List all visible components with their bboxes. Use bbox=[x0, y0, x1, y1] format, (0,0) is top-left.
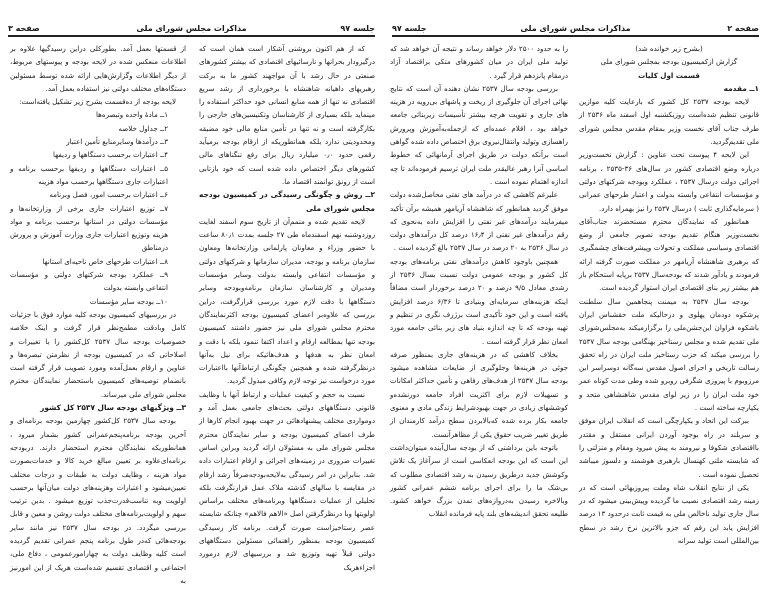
paragraph: علیرغم کاهشی که در درآمد های نفتی محاصل‌شده دولت موفق گردید همانطور که شاهنشاه آریامهر همیشه برآن تأکید میفرمایند درآمدهای غیر نفتی را افزایش داده به‌نحوی که رقم درآمدهای غیر نفتی از ۱۶٫۴ درصد کل درآمدهای دولت در سال ۲۵۳۶ به ۲۰ درصد در سال ۲۵۳۷ بالغ گردیده است . bbox=[390, 190, 568, 253]
text-column-right bbox=[579, 42, 759, 547]
paragraph: نسبت به حجم و کیفیت عملیات و ارتباط آنها با وظایف قانونی دستگاههای دولتی بحث‌های جامعی بعمل آمد و دومواردی مختلف پیشنهادهائی در جهت بهبود انجام کارها از طرف اعضای کمیسیون بودجه و سایر نمایندگان محترم مجلس شورای ملی به مسئولان ارائه گردید وبراین اساس تغییرات ضروری در زمینه‌های اجرائی و ارقام اعتبارات داده شد. بنابراین در امر رسیدگی به‌لایحه‌بودجه‌صرفاً رشد ارقام در مقایسه با سالهای گذشته ملاک عمل قرارنگرفت بلکه تحلیلی از عملیات دستگاهها وبرنامه‌های مختلف براساس اولویتها وبا درنظرگرفتن اصل «الاهم فالاهم» چنانکه شایسته عصر رستاخیزاست صورت گرفت. برنامه کار رسیدگی کمیسیون بودجه بمنظور راهنمائی مسئولین دستگاههای دولتی قبلاً تهیه وتوزیع شد و بررسیهای لازم درمورد اجزاءهریک bbox=[199, 389, 375, 572]
paragraph: یکی از نتایج انقلاب شاه وملت پیروزیهائی است که در زمینه رشد اقتصادی نصیب ما گردیده وپیش‌بینی میشود که در سال جاری تولید ناخالص ملی به قیمت ثابت درحدود ۱۳ درصد افزایش یابد این رقم که جزو بالاترین نرخ رشد در سطح بین‌المللی است تولید سرانه bbox=[579, 482, 759, 545]
list-item: ۱ــ مادهٔ واحده وتبصره‌ها bbox=[95, 110, 168, 120]
text-column-left bbox=[10, 42, 186, 587]
list-item: ۳ــ درآمدها وسایرمنابع تأمین اعتبار bbox=[66, 137, 168, 147]
paragraph: بودجه سال ۲۵۳۷ کل‌کشور چهارمین بودجه برنامه‌ای و آخرین بودجه برنامه‌پنجم‌عمرانی کشور بشمار میرود ، همانطوریکه نمایندگان محترم استحضار دارند. دربودجه برنامه‌ای‌علاوه بر تعیین مبالغ خرید کالا و خدمات‌بصورت مواد هزینه ، وظایف دولت به طبقات و درجات مختلف تعیین‌میشود و اعتبارات وهزینه‌های دولت میان‌آنها برحسب اولویت وبه تناسب‌قدرت‌جذب توزیع میشود . بدین ترتیب سهم و اولویت‌برنامه‌های مختلف دولت روشن و معین و قابل بررسی میگردد. در بودجه سال ۲۵۳۷ نیز مانند سایر بودجه‌هائی که‌در طول برنامه پنجم عمرانی تقدیم گردیده است کلیه وظایف دولت به چهارامورعمومی ، دفاع ملی، اجتماعی و اقتصادی تقسیم شده‌است هریک از این امورنیز به bbox=[10, 416, 186, 585]
header-rule bbox=[8, 35, 375, 37]
list-item: ۸ــ اعتبارات طرحهای خاص ناحیه‌ای استانها bbox=[42, 256, 168, 266]
paragraph: از قسمتها بعمل آمد. بطورکلی دراین رسیدگیها علاوه بر اطلاعات منعکس شده در لایحه بودجه و پیوستهای مربوط، از دیگر اطلاعات وگزارش‌هایی ارائه شده توسط مسئولین دستگاه‌های مختلف دولتی نیز استفاده بعمل آمد. bbox=[10, 44, 186, 93]
page-header bbox=[392, 20, 759, 34]
page-number: صفحه ۳ bbox=[8, 24, 40, 33]
left-page bbox=[0, 0, 383, 600]
session-number: جلسه ۹۷ bbox=[392, 24, 427, 33]
paragraph: لایحه تقدیم شده و متمم‌آن از تاریخ سوم اسفند لغایت روزدوشنبه نهم اسفندماه طی ۲۷ جلسه بمدت ۸۰٫۱ ساعت با حضور وزراء و معاونان پارلمانی وزارتخانه‌ها ومعاون سازمان برنامه و بودجه، مدیران سازمانها و شرکتهای دولتی و مؤسسات انتفاعی وابسته بدولت وسایر مؤسسات ومدیران و کارشناسان سازمان برنامه‌وبودجه وسایر دستگاهها با دقت لازم مورد بررسی قرارگرفت، دراین بررسی که علاوه‌بر اعضای کمیسیون بودجه اکثرنمایندگان محترم مجلس شورای ملی نیز حضور داشتند کمیسیون بودجه تنها بمطالعه ارقام و اعداد اکتفا ننمود بلکه با دقت و امعان نظر به هدفها و هدف‌هائیکه برای نیل به‌آنها درنظرگرفته شده و همچنین چگونگی ارتباط‌آنها بااعتبارات مورد درخواست نیز توجه لازم وکافی مبذول گردید. bbox=[199, 216, 376, 386]
paragraph: همانطور که نمایندگان محترم مستحضرند جناب‌آقای نخست‌وزیر هنگام تقدیم بودجه تصویر جامعی از وضع اقتصادی وسیاسی مملکت و تحولات وپیشرفت‌های چشمگیری که برهبری شاهنشاه آریامهر در مملکت صورت گرفته ارائه فرمودند و یادآور شدند که بودجه‌سال ۲۵۳۷ برپایه استحکام باز هم بیشتر زیر بنای اقتصادی ایران استوار گردیده است. bbox=[579, 216, 759, 293]
header-rule bbox=[392, 35, 759, 37]
paragraph: بودجه سال ۲۵۳۷ به میمنت پنجاهمین سال سلطنت پرشکوه دودمان پهلوی و درحالیکه ملت حقشناس ایران باشکوه فراوان این‌جشن‌ملی را برگزارمیکند به‌مجلس‌شورای ملی تقدیم شده و مجلس رستاخیز بهنگامی بودجه سال ۲۵۳۷ را بررسی میکند که حزب رستاخیز ملت ایران در راه تحقق رسالت تاریخی و اجرای اصول مقدس سه‌گانه دوسراسر این مرزوبوم با پیروزی شگرفی روبرو شده وطی مدت کوتاه عمر خود ملت ایران را در زیر لوای مقدس شاهنشاهی متحد و یکپارچه ساخته است . bbox=[579, 296, 759, 413]
paragraph: که از هم اکنون بروشنی آشکار است همان است که درگیرودار بحرانها و نارسائیهای اقتصادی که بیشتر کشورهای صنعتی در حال رشد با آن مواجهند کشور ما به برکت رهبریهای داهیانه شاهنشاه با برخورداری از رشد سریع اقتصادی نه تنها از همه منابع انسانی خود حداکثر استفاده را مینماید بلکه بسیاری از کارشناسان وتکنیسین‌های خارجی را بکارگرفته است و نه تنها در تأمین منابع مالی خود مضیقه ومحدودیتی ندارد بلکه همانطوریکه از ارقام بودجه برمیآید رقمی حدود ۰٫۰ میلیارد ریال برای رفع تنگناهای مالی کشورهای دیگر اختصاص داده شده است که خود بازتابی است از رونق توانمند اقتصاد ما. bbox=[199, 44, 375, 186]
section-heading: ۳ــ ویژگیهای بودجه سال ۲۵۳۷ کل کشور bbox=[40, 403, 186, 413]
paragraph: لایحه بودجه ۲۵۳۷ کل کشور که بارعایت کلیه موازین قانونی تنظیم شده‌است روزیکشنبه اول اسفند ماه ۲۵۳۶ از طرف جناب آقای نخست وزیر بمقام مقدس مجلس شورای ملی تقدیم‌گردید. bbox=[579, 97, 759, 147]
list-item: ۲ــ جداول خلاصه bbox=[118, 123, 168, 133]
text-column-right bbox=[199, 42, 375, 574]
paragraph: لایحه بودجه از ده‌قسمت بشرح زیر تشکیل یافته‌است: bbox=[19, 97, 176, 107]
journal-title: مذاکرات مجلس شورای ملی bbox=[520, 24, 631, 33]
paragraph: همچنین باوجود کاهش درآمدهای نفتی برنامه‌هاى بودجه کل کشور و بودجه عمومی دولت نسبت بسال ۲۵۳۶ از رشدی معادل ۹/۵ درصد و ۲۰ درصد برخوردار است مضافاً اینکه هزینه‌های سرمایه‌ای وبنیادی تا ۶/۳۶ درصد افزایش یافته است و این خود تأکیدی است برژرف نگری در تنظیم و تهیه بودجه که تا چه اندازه بنیاد های زیر بنائی جامعه مورد امعان نظر قرار گرفته است . bbox=[390, 256, 568, 346]
right-page bbox=[384, 0, 767, 600]
paragraph: این لایحه ۴ پیوست تحت عناوین : گزارش نخست‌وزیر درباره وضع اقتصادی کشور در سال‌های ۳۶-۲۵۳۵ ، برنامه اجرائی دولت درسال ۲۵۳۷ ، عملکرد وبودجه شرکتهای دولتی و مؤسسات انتفاعی وابسته بدولت و اعتبار طرحهای عمرانی ( سرمایه‌گذاری ثابت ) درسال ۲۵۳۷ را نیز بهمراه دارد. bbox=[579, 150, 760, 213]
session-number: جلسه ۹۷ bbox=[340, 24, 375, 33]
centered-line: گزارش ازکمیسیون بودجه بمجلس شورای ملی bbox=[600, 57, 738, 67]
paragraph: ببرکت این اتحاد و یکپارچگی است که انقلاب ایران موفق و سربلند در راه بوجود آوردن ایرانی مستقل و مقتدر بااقتصادی شکوفا و نیرومند به پیش میرود ومقام و منزلتی را که شایسته ملتی کهنسال بارهبری هوشمند و دلسوز میباشد تحصیل نموده است . bbox=[579, 416, 759, 479]
paragraph: را به حدود ۲۵۰۰ دلار خواهد رساند و نتیجه آن خواهد شد که تولید ملی ایران در میان کشورهای متکی براقتصاد آزاد درمقام پانزدهم قرار گیرد . bbox=[390, 44, 568, 80]
section-heading: ۲ــ روش و چگونگی رسیدگی در کمیسیون بودجه مجلس شورای ملی bbox=[199, 190, 375, 213]
list-item: ۹ــ عملکرد بودجه شرکتهای دولتی و مؤسسات انتفاعی وابسته بدولت bbox=[10, 270, 168, 293]
centered-line: (بشرح زیر خوانده شد) bbox=[635, 44, 703, 53]
section-heading: ۱ــ مقدمه bbox=[723, 83, 759, 93]
text-column-left bbox=[390, 42, 568, 521]
list-item: ۵ــ اعتبارات دستگاهها و ردیفها برحسب برنامه و اعتبارات جاری دستگاهها برحسب مواد هزینه bbox=[10, 163, 168, 186]
journal-title: مذاکرات مجلس شورای ملی bbox=[136, 24, 247, 33]
list-item: ۴ــ اعتبارات برحسب دستگاهها و ردیفها bbox=[52, 150, 168, 160]
list-item: ۱۰ــ بودجه سایر مؤسسات bbox=[89, 296, 168, 306]
paragraph: بخلاف کاهشی که در هزینه‌های جاری بمنظور صرفه جوئی در هزینه‌ها وجلوگیری از ضایعات مشاهده میشود بودجه سال ۲۵۳۷ از هدف‌های رفاهی و تأمین حداکثر امکانات و تسهیلات لازم برای اکثریت افراد جامعه دورنشده‌و کوششهای زیادی در جهت بهبودشرایط زندگی مادی و معنوی جامعه بکار برده شده که‌بالابردن سطح درآمد کارمندان از طریق تغییر ضریب حقوق یکی از مظاهرآنست. bbox=[390, 349, 568, 439]
page-header bbox=[8, 20, 375, 34]
list-item: ۶ــ اعتبارات برحسب امور، فصل وبرنامه bbox=[49, 190, 168, 200]
paragraph: باتوجه باین برداشتی که از بودجه سال‌آینده میتوان‌داشت این است که این بودجه انعکاسی است از سرآغاز یک تلاش وکوشش جدید درطریق رسیدن به رشد اقتصادی مطلوب که بی‌شک ما را برای اجرای برنامه ششم عمرانی کشور وبالاخره رسیدن به‌دروازه‌های تمدن بزرگ خواهد کشود. طلیعه تحقق اندیشه‌های بلند پایه فرمانده انقلاب bbox=[390, 442, 568, 519]
paragraph: در بررسیهای کمیسیون بودجه کلیه موارد فوق با جزئیات کامل وبادقت مطمح‌نظر قرار گرفت و اینک خلاصه خصوصیات بودجه سال ۲۵۳۷ کل‌کشور را با تغییرات و اصلاحاتی که در کمیسیون بودجه از نظرمتن تبصره‌ها و عناوین و ارقام بعمل‌آمده ومورد تصویب قرار گرفته است بانضمام توصیه‌های کمیسیون باستحضار نمایندگان محترم مجلس شورای ملی میرساند. bbox=[10, 309, 186, 399]
list-item: ۷ــ توزیع اعتبارات جاری برخی از وزارتخانه‌ها و مؤسسات دولتی در استانها برحسب برنامه و مواد هزینه وتوزیع اعتبارات جاری وزارت آموزش و پرورش درمناطق bbox=[10, 203, 168, 253]
paragraph: بررسی بودجه سال ۲۵۳۷ نشان دهنده آن است که نتایج نهائی اجرای آن جلوگیری از ریخت و پاشهای بی‌رویه در هزینه های جاری و تقویت هرچه بیشتر تأسیسات زیربنائی جامعه خواهد بود ، اقلام عمده‌ای که ازجمله‌به‌آموزش وپرورش راهسازی وتولید وانتقال‌نیروی برق اختصاص داده شده گواهی است برآنکه دولت در طریق اجرای آرمانهائی که خطوط اساسی آنرا رهبر عالیقدر ملت ایران ترسیم فرموده‌اند تا چه اندازه اهتمام نموده است . bbox=[390, 83, 568, 186]
section-title: قسمت اول کلیات bbox=[638, 70, 700, 80]
page-number: صفحه ۲ bbox=[727, 24, 759, 33]
